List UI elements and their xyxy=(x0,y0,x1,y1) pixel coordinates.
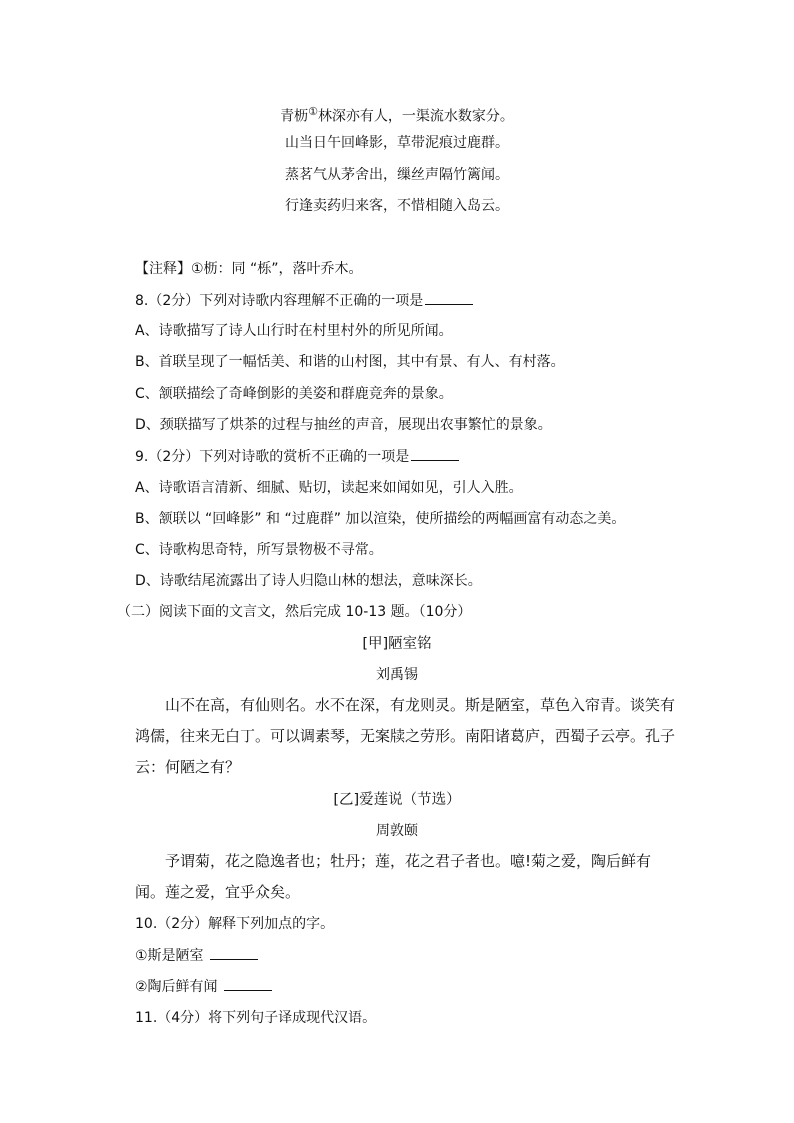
question-11-stem: 11.（4分）将下列句子译成现代汉语。 xyxy=(135,1010,377,1026)
question-9-stem: 9.（2分）下列对诗歌的赏析不正确的一项是 xyxy=(135,446,459,467)
q8-option-a: A、诗歌描写了诗人山行时在村里村外的所见所闻。 xyxy=(135,323,453,339)
passage-b-text: 予谓菊，花之隐逸者也；牡丹；莲，花之君子者也。噫!菊之爱，陶后鲜有闻。莲之爱，宜乎众矣。 xyxy=(135,852,652,901)
annotation-note: 【注释】①枥：同 “栎”，落叶乔木。 xyxy=(135,261,363,277)
q9-option-d: D、诗歌结尾流露出了诗人归隐山林的想法，意味深长。 xyxy=(135,573,482,589)
answer-blank[interactable] xyxy=(411,446,459,461)
q8-option-c: C、颔联描绘了奇峰倒影的美姿和群鹿竞奔的景象。 xyxy=(135,386,453,402)
q8-option-b: B、首联呈现了一幅恬美、和谐的山村图，其中有景、有人、有村落。 xyxy=(135,354,565,370)
poem-line-2: 山当日午回峰影，草带泥痕过鹿群。 xyxy=(285,135,509,151)
passage-a-author: 刘禹锡 xyxy=(376,667,418,683)
q9-option-c: C、诗歌构思奇特，所写景物极不寻常。 xyxy=(135,542,383,558)
question-8-stem: 8.（2分）下列对诗歌内容理解不正确的一项是 xyxy=(135,290,473,311)
poem-line-1 xyxy=(0,102,794,127)
passage-a-title: [甲]陋室铭 xyxy=(362,636,432,652)
poem-line-1-end: 林深亦有人，一渠流水数家分。 xyxy=(317,108,514,125)
q10-item-1: ①斯是陋室 xyxy=(135,945,258,966)
poem-line-3: 蒸茗气从茅舍出，缫丝声隔竹篱闻。 xyxy=(285,167,509,183)
passage-b-author: 周敦颐 xyxy=(376,823,418,839)
q9-option-b: B、颔联以 “回峰影” 和 “过鹿群” 加以渲染，使所描绘的两幅画富有动态之美。 xyxy=(135,511,626,527)
q10-item-2: ②陶后鲜有闻 xyxy=(135,976,272,997)
section-2-heading: （二）阅读下面的文言文，然后完成 10-13 题。（10分） xyxy=(117,604,472,620)
question-10-stem: 10.（2分）解释下列加点的字。 xyxy=(135,916,335,932)
answer-blank[interactable] xyxy=(210,945,258,960)
answer-blank[interactable] xyxy=(425,290,473,305)
passage-a-text: 山不在高，有仙则名。水不在深，有龙则灵。斯是陋室，草色入帘青。谈笑有鸿儒，往来无白丁。可以调素琴，无案牍之劳形。南阳诸葛庐，西蜀子云亭。孔子云：何陋之有？ xyxy=(135,696,676,776)
answer-blank[interactable] xyxy=(224,976,272,991)
poem-line-4: 行逢卖药归来客，不惜相随入岛云。 xyxy=(285,198,509,214)
footnote-mark: ① xyxy=(308,105,318,118)
q8-option-d: D、颈联描写了烘茶的过程与抽丝的声音，展现出农事繁忙的景象。 xyxy=(135,417,552,433)
passage-b-title: [乙]爱莲说（节选） xyxy=(333,792,461,808)
poem-line-1-start: 青枥 xyxy=(280,108,309,125)
q9-option-a: A、诗歌语言清新、细腻、贴切，读起来如闻如见，引人入胜。 xyxy=(135,480,523,496)
